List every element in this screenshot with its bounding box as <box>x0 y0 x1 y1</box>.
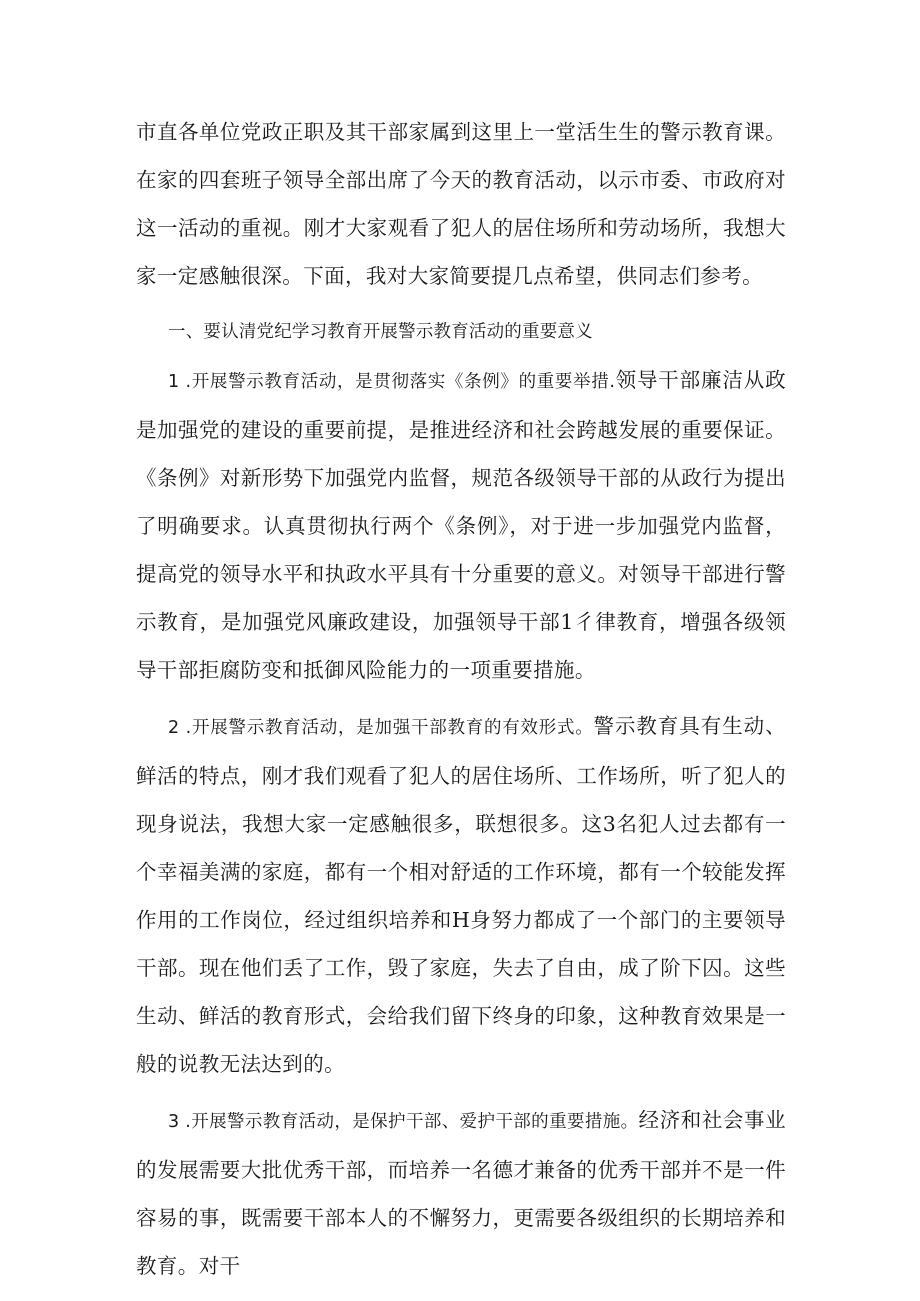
section-heading: 一、要认清党纪学习教育开展警示教育活动的重要意义 <box>168 322 593 342</box>
item-paragraph-2 <box>136 702 786 1088</box>
paragraph-gap <box>136 694 786 702</box>
item-lead-2: 2 .开展警示教育活动，是加强干部教育的有效形式。 <box>168 718 594 738</box>
item-lead-1: 1 .开展警示教育活动，是贯彻落实《条例》的重要举措. <box>168 372 616 392</box>
item-paragraph-3 <box>136 1096 786 1290</box>
item-lead-3: 3 .开展警示教育活动，是保护干部、爱护干部的重要措施。 <box>168 1112 639 1132</box>
item-paragraph-1 <box>136 356 786 694</box>
item-body-3: 经济和社会事业的发展需要大批优秀干部，而培养一名德才兼备的优秀干部并不是一件容易的事，既需要干部本人的不懈努力，更需要各级组织的长期培养和教育。对干 <box>136 1108 786 1278</box>
item-body-2: 警示教育具有生动、鲜活的特点，刚才我们观看了犯人的居住场所、工作场所，听了犯人的现身说法，我想大家一定感触很多，联想很多。这3名犯人过去都有一个幸福美满的家庭，都有一个相对舒适的工作环境，都有一个较能发挥作用的工作岗位，经过组织培养和H身努力都成了一个部门的主要领导干部。现在他们丢了工作，毁了家庭，失去了自由，成了阶下囚。这些生动、鲜活的教育形式，会给我们留下终身的印象，这种教育效果是一般的说教无法达到的。 <box>136 714 786 1076</box>
paragraph-gap <box>136 1088 786 1096</box>
document-page <box>136 108 786 1290</box>
intro-paragraph: 市直各单位党政正职及其干部家属到这里上一堂活生生的警示教育课。在家的四套班子领导全部出席了今天的教育活动，以示市委、市政府对这一活动的重视。刚才大家观看了犯人的居住场所和劳动场所，我想大家一定感触很深。下面，我对大家简要提几点希望，供同志们参考。 <box>136 120 786 288</box>
item-body-1: 领导干部廉洁从政是加强党的建设的重要前提，是推进经济和社会跨越发展的重要保证。《条例》对新形势下加强党内监督，规范各级领导干部的从政行为提出了明确要求。认真贯彻执行两个《条例》，对于进一步加强党内监督，提高党的领导水平和执政水平具有十分重要的意义。对领导干部进行警示教育，是加强党风廉政建设，加强领导干部1彳律教育，增强各级领导干部拒腐防变和抵御风险能力的一项重要措施。 <box>136 368 786 682</box>
paragraph-gap <box>136 300 786 308</box>
